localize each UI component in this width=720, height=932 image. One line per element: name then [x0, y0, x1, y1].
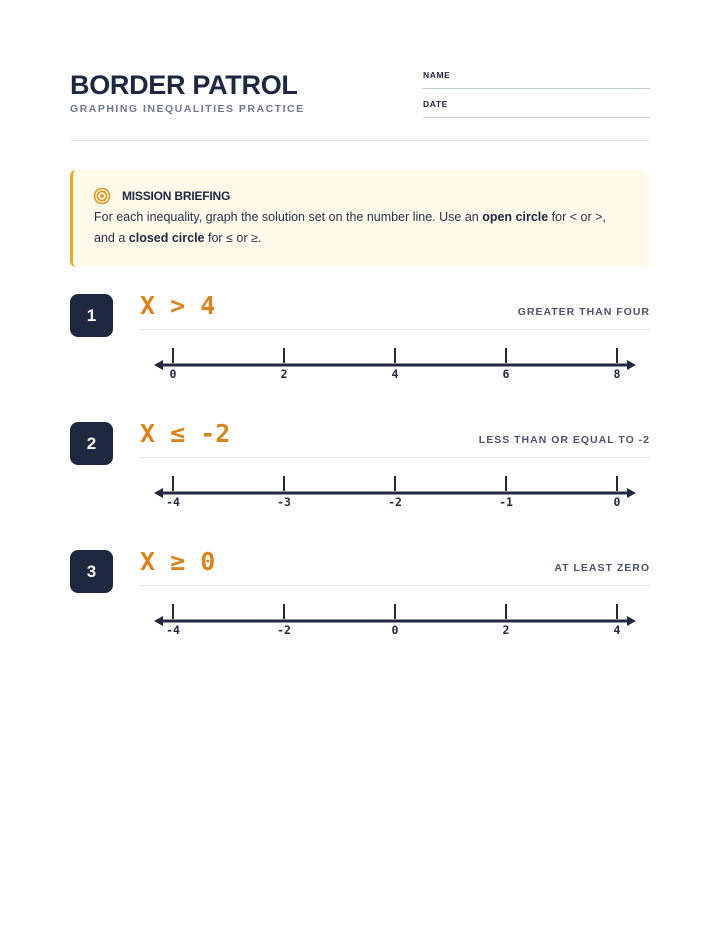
- briefing-text-part: For each inequality, graph the solution set on the number line. Use an: [94, 210, 483, 224]
- tick-label: 0: [391, 623, 399, 637]
- right-arrow-icon: [627, 488, 636, 498]
- briefing-text-part: for < or >, and a: [94, 210, 606, 245]
- tick-label: 8: [613, 367, 621, 381]
- inequality-expression: X ≤ -2: [140, 419, 231, 448]
- tick-label: 6: [502, 367, 510, 381]
- tick-label: -2: [388, 495, 402, 509]
- inequality-caption: GREATER THAN FOUR: [517, 306, 650, 318]
- left-arrow-icon: [154, 488, 163, 498]
- tick-label: -4: [166, 495, 180, 509]
- tick-label: 0: [613, 495, 621, 509]
- tick-label: 0: [169, 367, 177, 381]
- inequality-expression: X ≥ 0: [140, 547, 216, 576]
- tick-label: 2: [280, 367, 288, 381]
- date-label: DATE: [423, 99, 448, 109]
- inequality-caption: AT LEAST ZERO: [554, 562, 650, 574]
- tick-label: 4: [613, 623, 621, 637]
- left-arrow-icon: [154, 360, 163, 370]
- page-subtitle: GRAPHING INEQUALITIES PRACTICE: [70, 103, 305, 115]
- tick-label: -3: [277, 495, 291, 509]
- left-arrow-icon: [154, 616, 163, 626]
- problem-divider: [140, 585, 650, 586]
- name-label: NAME: [423, 70, 451, 80]
- problem-number-badge: 2: [70, 422, 113, 465]
- problem-divider: [140, 457, 650, 458]
- tick-label: 2: [502, 623, 510, 637]
- inequality-expression: X > 4: [140, 291, 216, 320]
- mission-briefing-box: [70, 170, 650, 267]
- tick-label: 4: [391, 367, 399, 381]
- problem-number-badge: 3: [70, 550, 113, 593]
- problem-divider: [140, 329, 650, 330]
- right-arrow-icon: [627, 360, 636, 370]
- closed-circle-term: closed circle: [128, 231, 205, 245]
- problem-2: [70, 419, 650, 522]
- inequality-caption: LESS THAN OR EQUAL TO -2: [478, 434, 650, 446]
- problem-number-badge: 1: [70, 294, 113, 337]
- name-field[interactable]: [423, 68, 650, 89]
- target-icon: [93, 187, 111, 205]
- briefing-text-part: for ≤ or ≥.: [204, 231, 262, 245]
- briefing-heading: MISSION BRIEFING: [122, 189, 231, 203]
- tick-label: -1: [499, 495, 513, 509]
- number-line[interactable]: [140, 339, 650, 389]
- number-line[interactable]: [140, 595, 650, 645]
- problem-1: [70, 291, 650, 394]
- tick-label: -2: [277, 623, 291, 637]
- briefing-instructions: [94, 207, 629, 249]
- page-title: BORDER PATROL: [70, 70, 298, 100]
- open-circle-term: open circle: [482, 210, 549, 224]
- date-field[interactable]: [423, 97, 650, 118]
- right-arrow-icon: [627, 616, 636, 626]
- number-line[interactable]: [140, 467, 650, 517]
- tick-label: -4: [166, 623, 180, 637]
- problem-3: [70, 547, 650, 650]
- worksheet-page: [70, 0, 650, 932]
- header-divider: [70, 140, 650, 141]
